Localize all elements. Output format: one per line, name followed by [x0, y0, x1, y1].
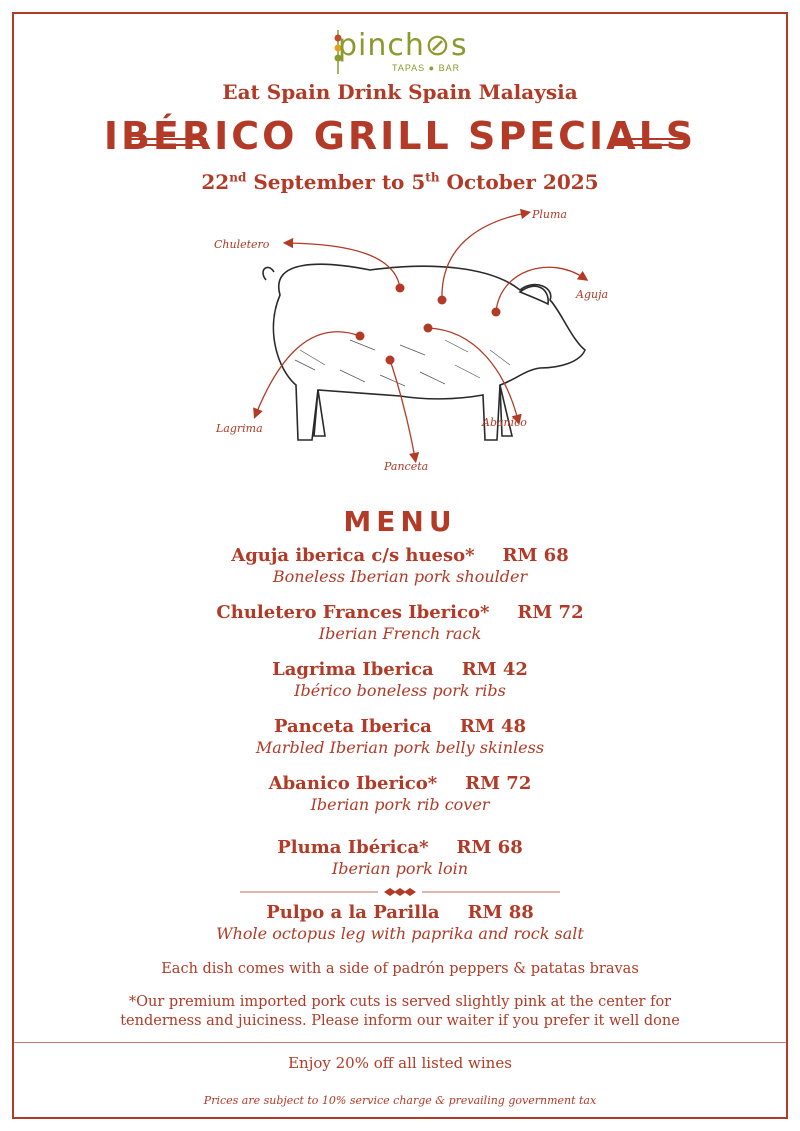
dish-description: Whole octopus leg with paprika and rock salt [216, 924, 584, 943]
menu-item [0, 545, 800, 586]
dish-name: Chuletero Frances Iberico* [216, 602, 490, 623]
dish-price: RM 72 [465, 773, 532, 794]
dish-description: Ibérico boneless pork ribs [294, 681, 506, 700]
menu-item [0, 659, 800, 700]
label-lagrima: Lagrima [216, 422, 263, 435]
premium-note-line-1: *Our premium imported pork cuts is served slightly pink at the center for [128, 994, 672, 1010]
menu-item [0, 602, 800, 643]
dish-price: RM 42 [461, 659, 528, 680]
label-abanico: Abanico [482, 416, 527, 429]
dish-name: Lagrima Iberica [272, 659, 434, 680]
date-range: 22nd September to 5th October 2025 [201, 170, 599, 194]
dish-name: Abanico Iberico* [268, 773, 438, 794]
dish-price: RM 88 [467, 902, 534, 923]
title-block [62, 112, 738, 168]
dish-description: Iberian pork rib cover [310, 795, 490, 814]
tagline: Eat Spain Drink Spain Malaysia [222, 80, 578, 104]
dish-description: Iberian pork loin [331, 859, 469, 878]
dish-name: Aguja iberica c/s hueso* [231, 545, 475, 566]
page-title: IBÉRICO GRILL SPECIALS [103, 114, 697, 158]
service-charge-note: Prices are subject to 10% service charge & prevailing government tax [203, 1094, 597, 1107]
dish-price: RM 68 [502, 545, 569, 566]
dish-price: RM 68 [456, 837, 523, 858]
premium-note-line-2: tenderness and juiciness. Please inform our waiter if you prefer it well done [120, 1013, 680, 1029]
pork-cuts-diagram [200, 200, 640, 490]
label-panceta: Panceta [384, 460, 429, 473]
logo-subtitle: TAPAS ● BAR [392, 63, 461, 73]
dish-price: RM 72 [517, 602, 584, 623]
logo-wordmark: pinch⊘s [338, 28, 468, 63]
menu-heading: MENU [343, 505, 457, 538]
dish-name: Pluma Ibérica* [277, 837, 429, 858]
dish-name: Pulpo a la Parilla [266, 902, 440, 923]
wine-offer: Enjoy 20% off all listed wines [288, 1054, 512, 1072]
menu-item [0, 837, 800, 878]
dish-description: Boneless Iberian pork shoulder [272, 567, 528, 586]
brand-logo [320, 18, 480, 78]
label-pluma: Pluma [532, 208, 567, 221]
side-dish-note: Each dish comes with a side of padrón peppers & patatas bravas [161, 961, 639, 977]
ornament-divider [240, 887, 560, 897]
menu-item [0, 773, 800, 814]
dish-price: RM 48 [459, 716, 527, 737]
footer-divider [14, 1042, 786, 1043]
dish-description: Iberian French rack [318, 624, 482, 643]
dish-description: Marbled Iberian pork belly skinless [255, 738, 545, 757]
menu-item [0, 902, 800, 943]
dish-name: Panceta Iberica [273, 716, 432, 737]
label-chuletero: Chuletero [214, 238, 270, 251]
label-aguja: Aguja [576, 288, 609, 301]
menu-item [0, 716, 800, 757]
